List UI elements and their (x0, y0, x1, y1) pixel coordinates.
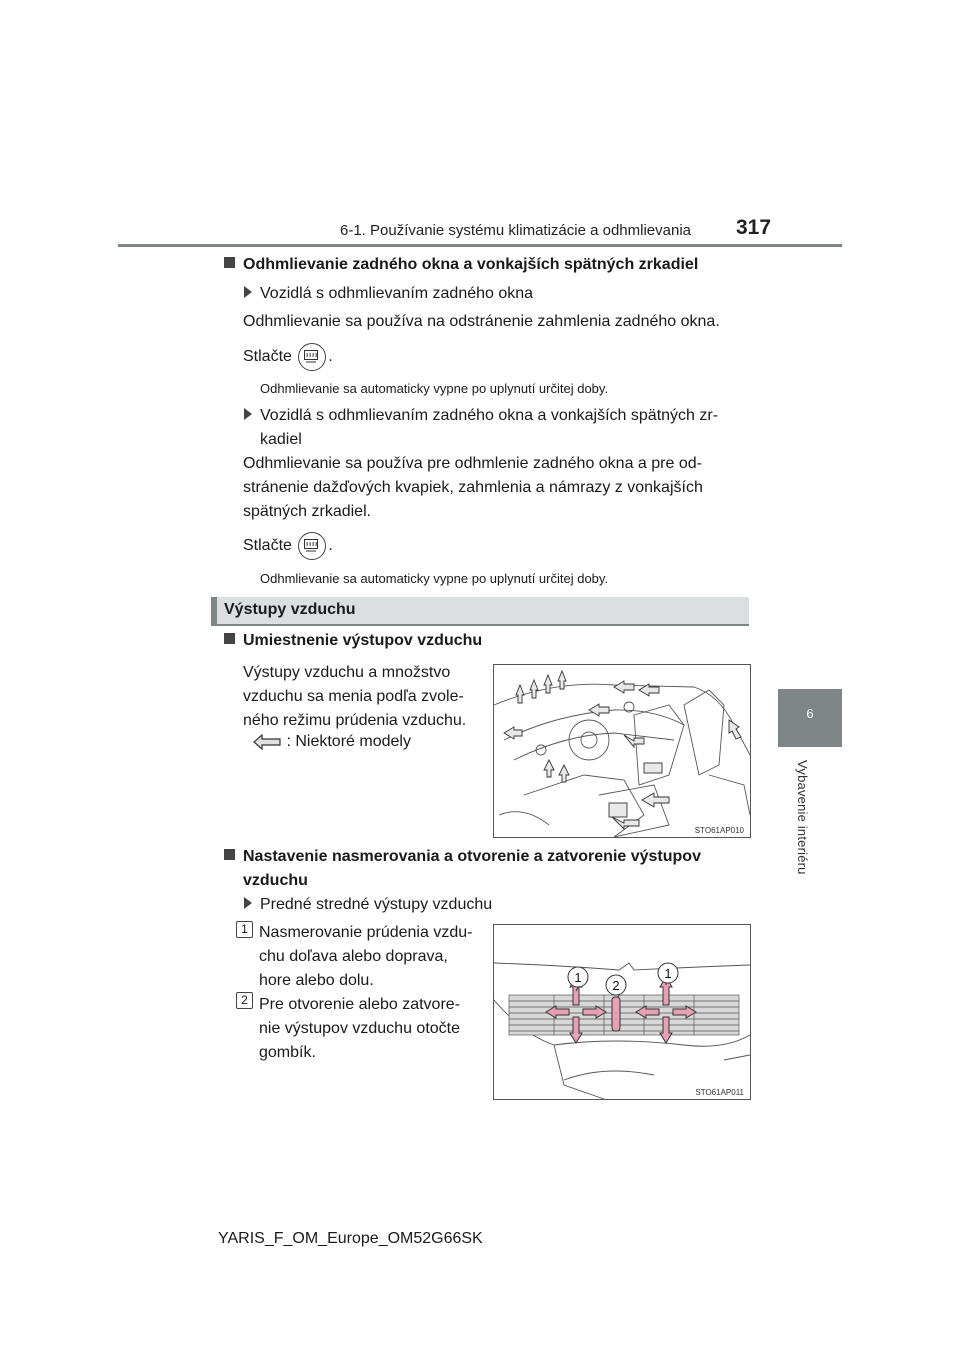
item1-number: 1 (236, 920, 253, 938)
vent-adjust-heading: Nastavenie nasmerovania a otvorenie a zatvorenie výstupov vzduchu (224, 845, 749, 893)
page-number: 317 (736, 216, 772, 239)
variant1-note: Odhmlievanie sa automaticky vypne po uplynutí určitej doby. (260, 381, 609, 396)
variant2-desc: Odhmlievanie sa používa pre odhmlenie zadného okna a pre od- stránenie dažďových kvapiek, zahmlenia a námrazy z vonkajších spätných zrkadiel. (243, 455, 703, 520)
square-bullet-icon (224, 849, 235, 860)
figure-code: STO61AP011 (695, 1088, 744, 1097)
rear-defogger-button-icon (298, 343, 326, 371)
square-bullet-icon (224, 257, 235, 268)
interior-vents-figure (493, 664, 751, 838)
chapter-number: 6 (806, 706, 814, 721)
running-header: 6-1. Používanie systému klimatizácie a odhmlievania (340, 222, 691, 239)
item2-text: Pre otvorenie alebo zatvore- nie výstupov vzduchu otočte gombík. (259, 996, 461, 1061)
rear-defogger-mirror-button-icon (298, 532, 326, 560)
center-vents-illustration (494, 925, 750, 1099)
callout-1-left: 1 (574, 970, 582, 985)
vent-adjust-sub: Predné stredné výstupy vzduchu (244, 893, 492, 917)
some-models-arrow-icon (252, 733, 282, 751)
section-title: Výstupy vzduchu (224, 601, 356, 618)
variant1-press: Stlačte . (243, 342, 333, 372)
header-rule (118, 244, 842, 247)
triangle-bullet-icon (244, 897, 252, 909)
variant1-desc: Odhmlievanie sa používa na odstránenie zahmlenia zadného okna. (243, 313, 720, 330)
car-interior-illustration (494, 665, 750, 837)
chapter-label: Vybavenie interiéru (795, 760, 810, 875)
item2-number: 2 (236, 991, 253, 1009)
triangle-bullet-icon (244, 408, 252, 420)
callout-2: 2 (612, 978, 620, 993)
center-vents-figure (493, 924, 751, 1100)
vent-location-desc: Výstupy vzduchu a množstvo vzduchu sa menia podľa zvole- ného režimu prúdenia vzduchu. (243, 664, 467, 729)
variant2-note: Odhmlievanie sa automaticky vypne po uplynutí určitej doby. (260, 571, 609, 586)
vent-legend: : Niektoré modely (252, 730, 411, 754)
document-code: YARIS_F_OM_Europe_OM52G66SK (218, 1230, 483, 1247)
figure-code: STO61AP010 (694, 826, 744, 835)
item1-text: Nasmerovanie prúdenia vzdu- chu doľava alebo doprava, hore alebo dolu. (259, 924, 473, 989)
vent-location-heading: Umiestnenie výstupov vzduchu (224, 632, 482, 650)
rear-defog-heading: Odhmlievanie zadného okna a vonkajších spätných zrkadiel (224, 256, 698, 274)
variant1-label: Vozidlá s odhmlievaním zadného okna (244, 282, 533, 306)
section-bar (211, 597, 749, 626)
square-bullet-icon (224, 633, 235, 644)
triangle-bullet-icon (244, 286, 252, 298)
callout-1-right: 1 (664, 966, 672, 981)
variant2-label: Vozidlá s odhmlievaním zadného okna a vonkajších spätných zr- kadiel (244, 404, 749, 452)
variant2-press: Stlačte . (243, 531, 333, 561)
